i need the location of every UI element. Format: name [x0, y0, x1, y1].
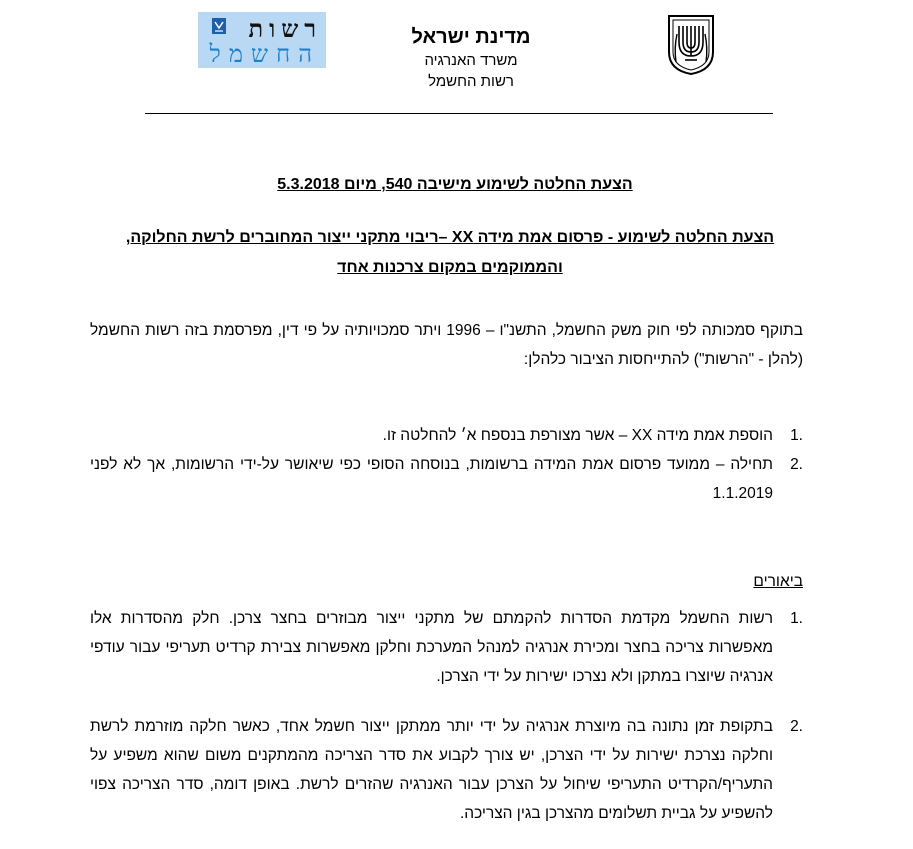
meeting-title: הצעת החלטה לשימוע מישיבה 540, מיום 5.3.2018 — [277, 176, 633, 193]
list-item — [90, 604, 803, 691]
list-item — [90, 450, 803, 508]
item-number: 2. — [790, 456, 803, 473]
state-emblem-icon — [666, 12, 716, 76]
intro-paragraph: בתוקף סמכותה לפי חוק משק החשמל, התשנ"ו – 1996 ויתר סמכויותיה על פי דין, מפרסמת בזה רשות החשמל (להלן - "הרשות") להתייחסות הציבור כלהלן: — [90, 322, 803, 368]
item-number: 1. — [790, 610, 803, 627]
list-item — [90, 421, 803, 450]
decision-list — [90, 421, 803, 508]
explanations-list — [90, 604, 803, 849]
explanations-heading: ביאורים — [753, 573, 803, 590]
ministry-name: משרד האנרגיה — [424, 52, 518, 69]
authority-name: רשות החשמל — [428, 73, 514, 90]
header-divider — [145, 113, 773, 114]
item-text: רשות החשמל מקדמת הסדרות להקמתם של מתקני ייצור מבוזרים בחצר צרכן. חלק מהסדרות אלו מאפשרות צריכה בחצר ומכירת אנרגיה למנהל המערכת וחלקן מאפשרות צבירת קרדיט תעריפי עבור עודפי אנרגיה שיוצרו במתקן ולא נצרכו ישירות על ידי הצרכן. — [90, 610, 773, 685]
logo-emblem-icon — [212, 18, 226, 34]
item-text: תחילה – ממועד פרסום אמת המידה ברשומות, בנוסחה הסופי כפי שיאושר על-ידי הרשומות, אך לא לפני 1.1.2019 — [90, 456, 773, 502]
state-name: מדינת ישראל — [411, 26, 531, 48]
logo-text-top: רשות — [248, 14, 322, 43]
logo-text-bottom: החשמל — [209, 40, 320, 68]
government-header — [398, 24, 544, 92]
item-number: 2. — [790, 718, 803, 735]
item-text: בתקופת זמן נתונה בה מיוצרת אנרגיה על ידי יותר ממתקן ייצור חשמל אחד, כאשר חלקה מוזרמת לרשת וחלקה נצרכת ישירות על ידי הצרכן, יש צורך לקבוע את סדר הצריכה מהמתקנים משום שהוא משפיע על התעריף/הקרדיט התעריפי שיחול על הצרכן עבור האנרגיה שהזרים לרשת. באופן דומה, סדר הצריכה צפוי להשפיע על גביית תשלומים מהצרכן בגין הצריכה. — [90, 718, 773, 822]
decision-title: הצעת החלטה לשימוע - פרסום אמת מידה XX –ריבוי מתקני ייצור המחוברים לרשת החלוקה, והממוקמים במקום צרכנות אחד — [125, 229, 775, 276]
item-text: הוספת אמת מידה XX – אשר מצורפת בנספח א׳ להחלטה זו. — [382, 427, 773, 444]
electricity-authority-logo — [198, 12, 326, 68]
item-number: 1. — [790, 427, 803, 444]
list-item — [90, 712, 803, 828]
